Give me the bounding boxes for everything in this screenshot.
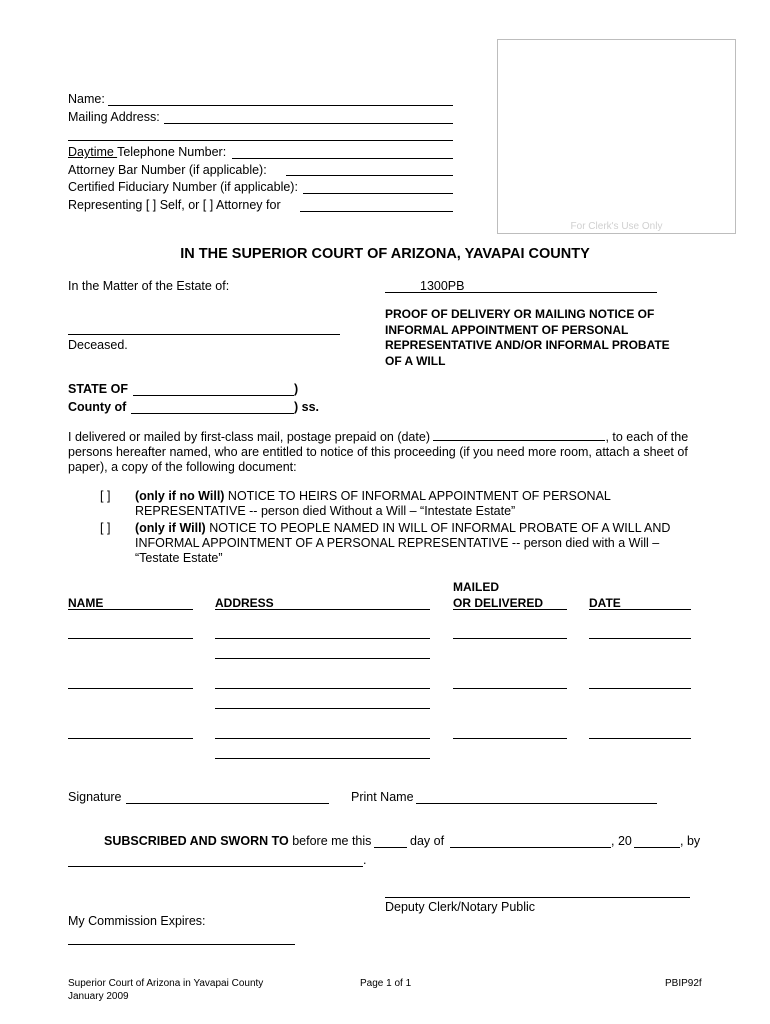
clerk-box-label: For Clerk's Use Only xyxy=(570,221,663,232)
column-name-underline xyxy=(68,609,193,610)
decedent-name-line[interactable] xyxy=(68,334,340,335)
mailing-address-line-2[interactable] xyxy=(68,140,453,141)
mailing-address-line[interactable] xyxy=(164,123,453,124)
court-title: IN THE SUPERIOR COURT OF ARIZONA, YAVAPAI COUNTY xyxy=(180,246,590,262)
delivery-date-line[interactable] xyxy=(433,430,605,441)
column-name: NAME xyxy=(68,596,104,610)
deceased-label: Deceased. xyxy=(68,338,128,352)
name-input-line[interactable] xyxy=(108,105,453,106)
deputy-signature-line[interactable] xyxy=(385,897,690,898)
state-bracket: ) xyxy=(294,382,299,396)
footer-court: Superior Court of Arizona in Yavapai County xyxy=(68,978,264,989)
daytime-text: Daytime xyxy=(68,145,118,159)
option-no-will-bold: (only if no Will) xyxy=(135,489,225,503)
option-no-will xyxy=(135,489,695,519)
representing-label: Representing [ ] Self, or [ ] Attorney for xyxy=(68,198,281,212)
print-name-label: Print Name xyxy=(351,790,414,804)
sworn-day-label: day of xyxy=(410,834,445,848)
paragraph-end: , to each of the persons hereafter named, who are entitled to notice of this proceeding (if you need more room, attach a sheet of paper), a copy of the following document: xyxy=(68,430,689,474)
column-address: ADDRESS xyxy=(215,596,274,610)
clerk-use-box xyxy=(497,39,736,234)
footer-left xyxy=(68,977,263,1003)
telephone-text: Telephone Number: xyxy=(117,145,227,159)
sworn-month-line[interactable] xyxy=(450,847,611,848)
row1-date-line[interactable] xyxy=(589,638,691,639)
commission-label: My Commission Expires: xyxy=(68,914,206,928)
bar-number-label: Attorney Bar Number (if applicable): xyxy=(68,163,267,177)
row3-mailed-line[interactable] xyxy=(453,738,567,739)
print-name-line[interactable] xyxy=(416,803,657,804)
commission-line[interactable] xyxy=(68,944,295,945)
bar-number-line[interactable] xyxy=(286,175,453,176)
county-line[interactable] xyxy=(131,413,294,414)
delivery-paragraph xyxy=(68,430,708,475)
footer-form-code: PBIP92f xyxy=(665,978,702,989)
proof-title: PROOF OF DELIVERY OR MAILING NOTICE OF INFORMAL APPOINTMENT OF PERSONAL REPRESENTATIVE AND/OR INFORMAL PROBATE OF A WILL xyxy=(385,307,670,368)
name-field-label: Name: xyxy=(68,92,105,106)
row2-date-line[interactable] xyxy=(589,688,691,689)
sworn-statement xyxy=(104,834,371,848)
row2-address-line[interactable] xyxy=(215,688,430,689)
column-address-underline xyxy=(215,609,430,610)
row1-address-line[interactable] xyxy=(215,638,430,639)
sworn-period: . xyxy=(363,853,367,867)
row3-address-line[interactable] xyxy=(215,738,430,739)
signature-label: Signature xyxy=(68,790,122,804)
column-date: DATE xyxy=(589,596,621,610)
representing-line[interactable] xyxy=(300,211,453,212)
mailing-address-label: Mailing Address: xyxy=(68,110,160,124)
sworn-year-line[interactable] xyxy=(634,847,680,848)
sworn-day-line[interactable] xyxy=(374,847,407,848)
column-delivered: OR DELIVERED xyxy=(453,596,544,610)
county-of-label: County of xyxy=(68,400,127,414)
fiduciary-line[interactable] xyxy=(303,193,453,194)
county-ss: ) ss. xyxy=(294,400,320,414)
row1-name-line[interactable] xyxy=(68,638,193,639)
telephone-line[interactable] xyxy=(232,158,453,159)
sworn-by-line[interactable] xyxy=(68,866,363,867)
row1-address-line-2[interactable] xyxy=(215,658,430,659)
option-no-will-text: NOTICE TO HEIRS OF INFORMAL APPOINTMENT OF PERSONAL REPRESENTATIVE -- person died Without a Will – “Intestate Estate” xyxy=(135,489,611,518)
option-will-bold: (only if Will) xyxy=(135,521,206,535)
sworn-bold: SUBSCRIBED AND SWORN TO xyxy=(104,834,289,848)
row2-mailed-line[interactable] xyxy=(453,688,567,689)
checkbox-no-will[interactable]: [ ] xyxy=(100,489,111,503)
fiduciary-label: Certified Fiduciary Number (if applicable): xyxy=(68,180,298,194)
sworn-by-label: , by xyxy=(680,834,701,848)
paragraph-start: I delivered or mailed by first-class mail, postage prepaid on (date) xyxy=(68,430,430,444)
case-number: 1300PB xyxy=(420,279,465,293)
sworn-text: before me this xyxy=(288,834,372,848)
option-will-text: NOTICE TO PEOPLE NAMED IN WILL OF INFORMAL PROBATE OF A WILL AND INFORMAL APPOINTMENT OF A PERSONAL REPRESENTATIVE -- person died with a Will – “Testate Estate” xyxy=(135,521,671,565)
row3-date-line[interactable] xyxy=(589,738,691,739)
column-date-underline xyxy=(589,609,691,610)
row3-name-line[interactable] xyxy=(68,738,193,739)
column-mailed: MAILED xyxy=(453,580,499,594)
column-mailed-underline xyxy=(453,609,567,610)
option-will xyxy=(135,521,695,566)
footer-page: Page 1 of 1 xyxy=(360,978,412,989)
signature-line[interactable] xyxy=(126,803,329,804)
row2-name-line[interactable] xyxy=(68,688,193,689)
row3-address-line-2[interactable] xyxy=(215,758,430,759)
sworn-year-label: , 20 xyxy=(611,834,632,848)
checkbox-will[interactable]: [ ] xyxy=(100,521,111,535)
matter-label: In the Matter of the Estate of: xyxy=(68,279,230,293)
row2-address-line-2[interactable] xyxy=(215,708,430,709)
state-of-label: STATE OF xyxy=(68,382,128,396)
deputy-label: Deputy Clerk/Notary Public xyxy=(385,900,536,914)
state-line[interactable] xyxy=(133,395,294,396)
telephone-label xyxy=(68,145,226,159)
row1-mailed-line[interactable] xyxy=(453,638,567,639)
footer-date: January 2009 xyxy=(68,991,129,1002)
